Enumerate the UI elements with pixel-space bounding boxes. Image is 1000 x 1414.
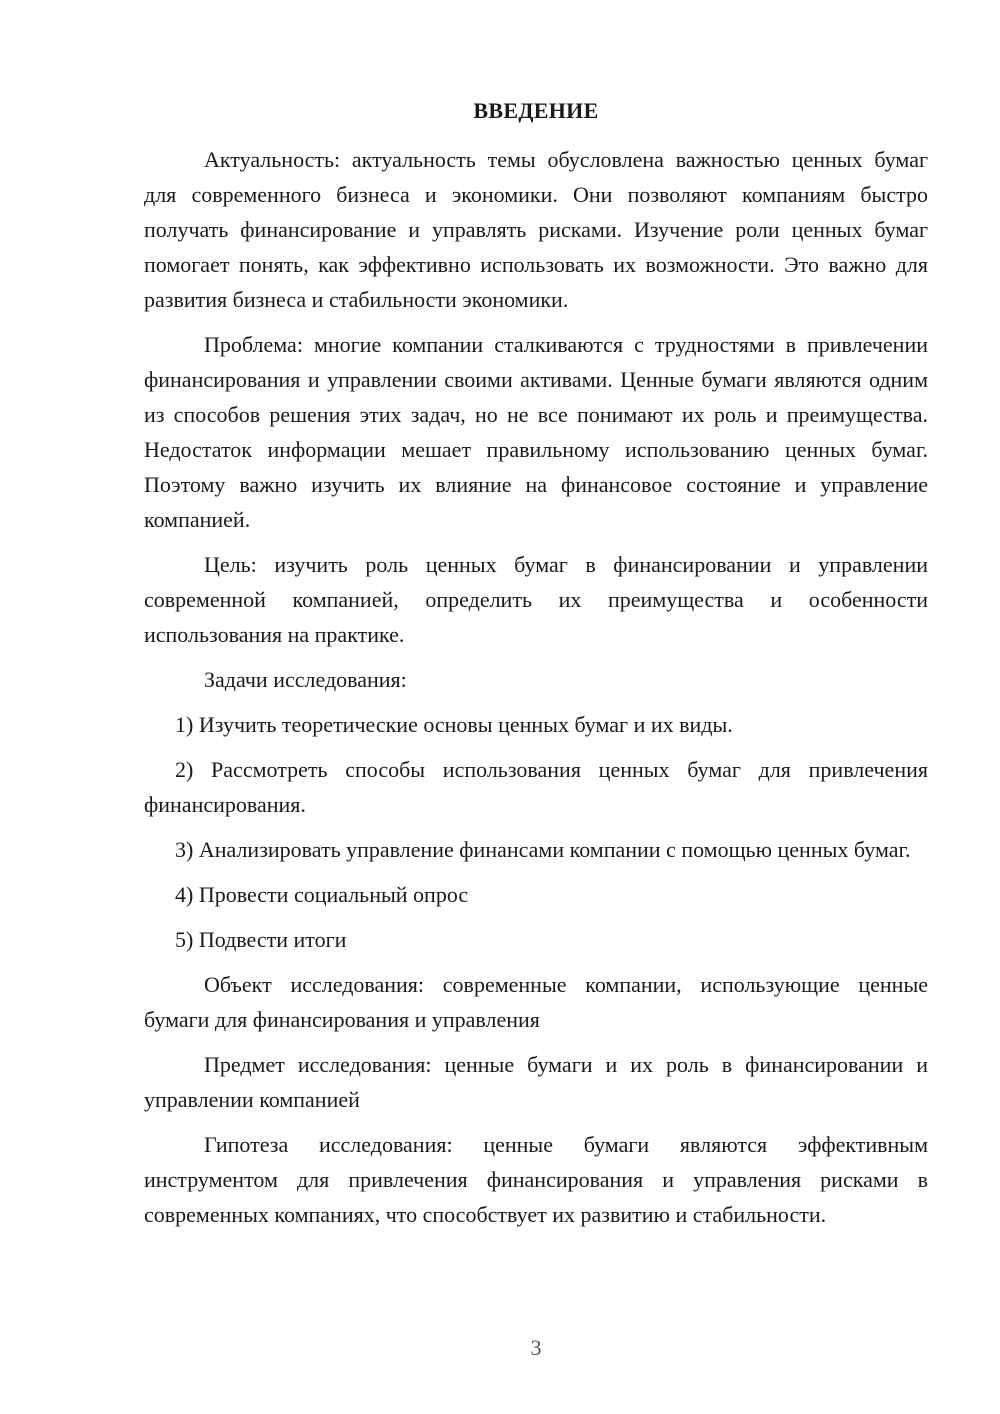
- hypothesis-paragraph: Гипотеза исследования: ценные бумаги являются эффективным инструментом для привлечения финансирования и управления рисками в современных компаниях, что способствует их развитию и стабильности.: [144, 1132, 928, 1227]
- task-item: 5) Подвести итоги: [175, 927, 347, 952]
- subject-paragraph: Предмет исследования: ценные бумаги и их роль в финансировании и управлении компанией: [144, 1052, 928, 1112]
- problem-paragraph: Проблема: многие компании сталкиваются с трудностями в привлечении финансирования и управлении своими активами. Ценные бумаги являются одним из способов решения этих задач, но не все понимают их роль и преимущества. Недостаток информации мешает правильному использованию ценных бумаг. Поэтому важно изучить их влияние на финансовое состояние и управление компанией.: [144, 332, 928, 532]
- document-page: [144, 0, 928, 1414]
- goal-paragraph: Цель: изучить роль ценных бумаг в финансировании и управлении современной компанией, определить их преимущества и особенности использования на практике.: [144, 552, 928, 647]
- page-number: 3: [530, 1335, 542, 1360]
- object-paragraph: Объект исследования: современные компании, использующие ценные бумаги для финансирования и управления: [144, 972, 928, 1032]
- task-item: 4) Провести социальный опрос: [175, 882, 469, 907]
- section-body: [144, 142, 928, 1242]
- section-title: ВВЕДЕНИЕ: [473, 98, 599, 123]
- relevance-paragraph: Актуальность: актуальность темы обусловлена важностью ценных бумаг для современного бизнеса и экономики. Они позволяют компаниям быстро получать финансирование и управлять рисками. Изучение роли ценных бумаг помогает понять, как эффективно использовать их возможности. Это важно для развития бизнеса и стабильности экономики.: [144, 147, 928, 312]
- task-item: 1) Изучить теоретические основы ценных бумаг и их виды.: [175, 712, 733, 737]
- tasks-heading: Задачи исследования:: [204, 667, 407, 692]
- task-item: 2) Рассмотреть способы использования ценных бумаг для привлечения финансирования.: [144, 757, 928, 817]
- task-item: 3) Анализировать управление финансами компании с помощью ценных бумаг.: [175, 837, 911, 862]
